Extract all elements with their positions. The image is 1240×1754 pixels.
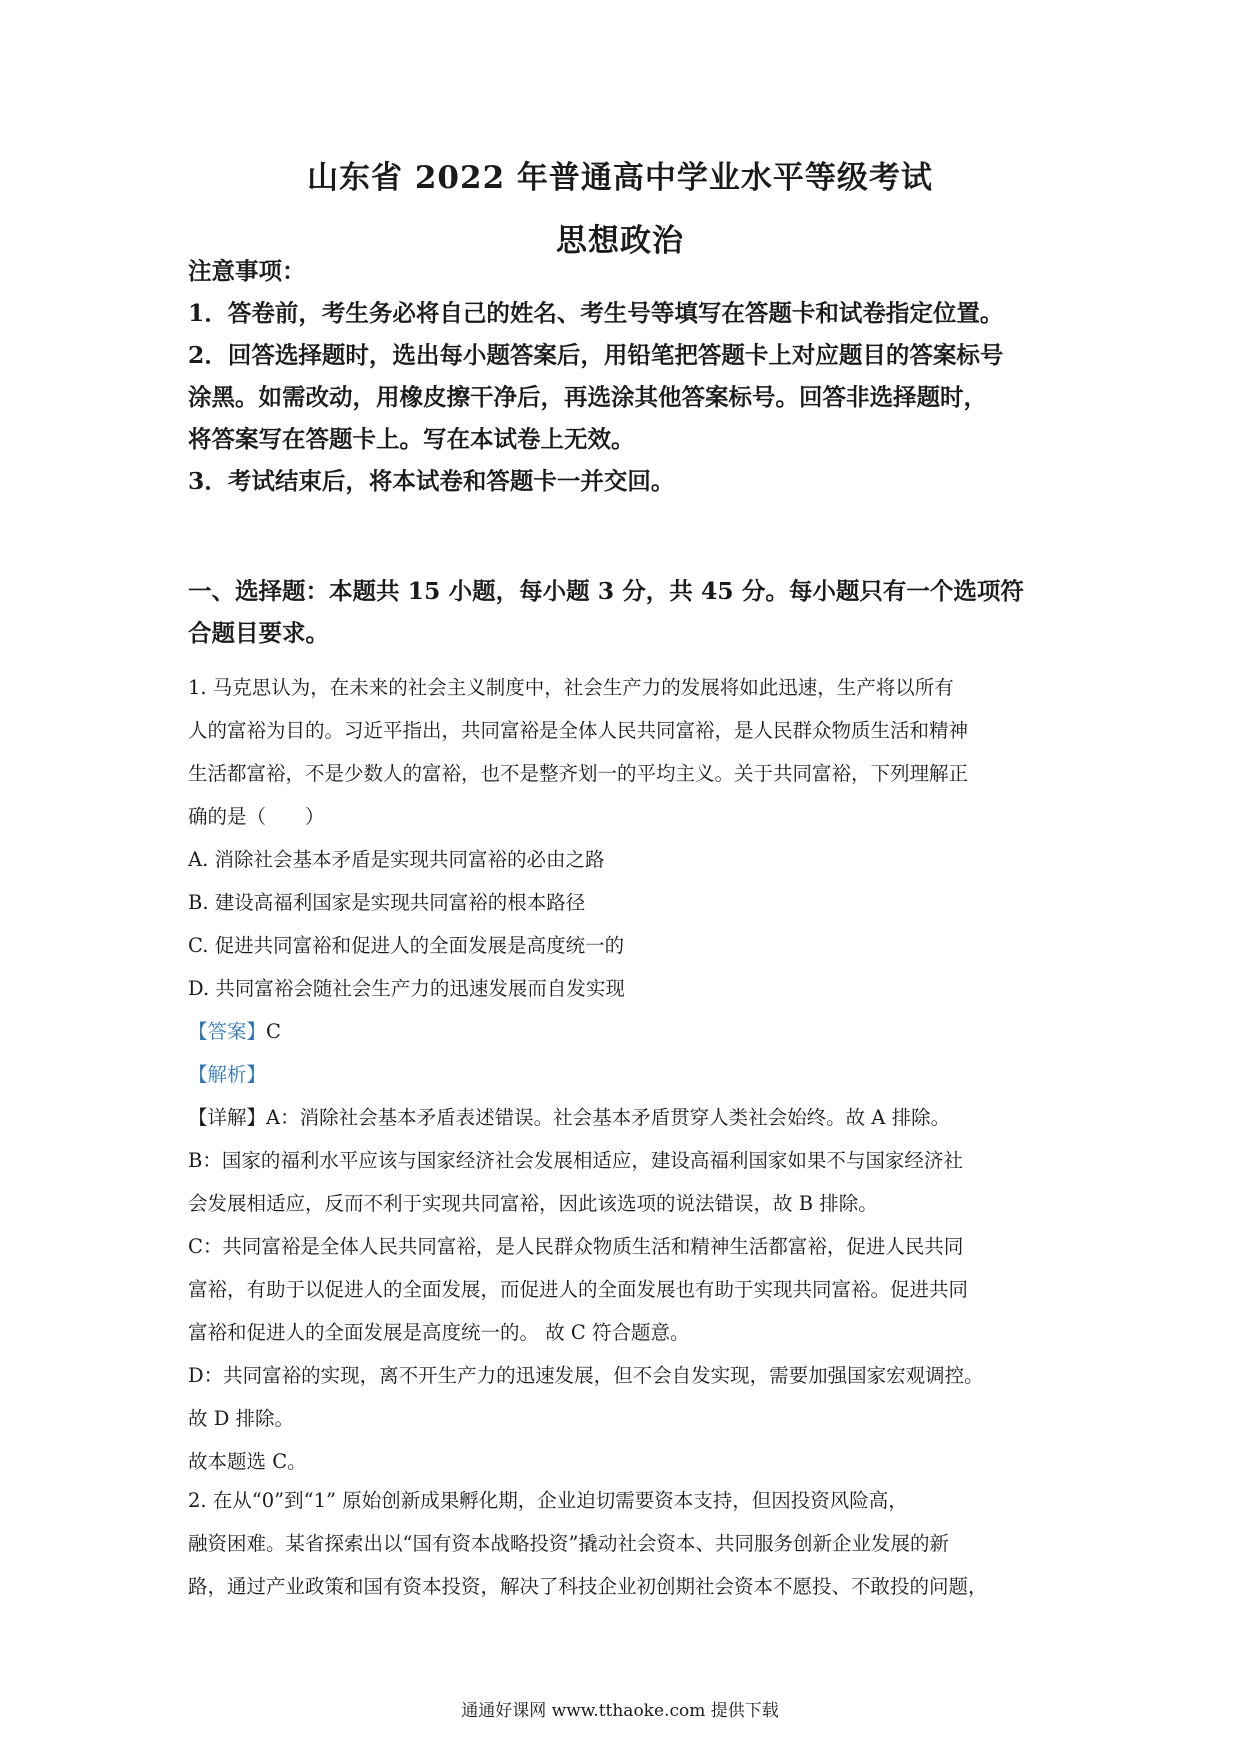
notice-heading: 注意事项： — [188, 257, 306, 285]
option-c: C. 促进共同富裕和促进人的全面发展是高度统一的 — [188, 934, 625, 957]
answer-line — [188, 1010, 1068, 1053]
notice-item: 将答案写在答题卡上。写在本试卷上无效。 — [188, 425, 635, 453]
question-stem-line: 生活都富裕，不是少数人的富裕，也不是整齐划一的平均主义。关于共同富裕，下列理解正 — [188, 762, 969, 785]
detail-tag: 【详解】 — [188, 1106, 267, 1129]
detail-line: D：共同富裕的实现，离不开生产力的迅速发展，但不会自发实现，需要加强国家宏观调控。 — [188, 1364, 984, 1387]
detail-line: 富裕，有助于以促进人的全面发展，而促进人的全面发展也有助于实现共同富裕。促进共同 — [188, 1278, 969, 1301]
question-stem-line: 路，通过产业政策和国有资本投资，解决了科技企业初创期社会资本不愿投、不敢投的问题， — [188, 1575, 988, 1598]
question-stem-line: 人的富裕为目的。习近平指出，共同富裕是全体人民共同富裕，是人民群众物质生活和精神 — [188, 719, 969, 742]
option-a: A. 消除社会基本矛盾是实现共同富裕的必由之路 — [188, 848, 605, 871]
notice-item: 2．回答选择题时，选出每小题答案后，用铅笔把答题卡上对应题目的答案标号 — [188, 341, 1004, 369]
notice-section — [188, 250, 1068, 502]
detail-line: 会发展相适应，反而不利于实现共同富裕，因此该选项的说法错误，故 B 排除。 — [188, 1192, 878, 1215]
detail-line: C：共同富裕是全体人民共同富裕，是人民群众物质生活和精神生活都富裕，促进人民共同 — [188, 1235, 964, 1258]
question-stem-line: 确的是（ ） — [188, 805, 325, 828]
subject-title: 思想政治 — [556, 223, 684, 259]
page-footer: 通通好课网 www.tthaoke.com 提供下载 — [461, 1701, 779, 1721]
notice-item: 3．考试结束后，将本试卷和答题卡一并交回。 — [188, 467, 675, 495]
exam-title: 山东省 2022 年普通高中学业水平等级考试 — [307, 160, 933, 196]
analysis-line — [188, 1053, 1068, 1096]
section-heading — [188, 570, 1068, 654]
detail-line: 故 D 排除。 — [188, 1407, 295, 1430]
section-heading-line: 合题目要求。 — [188, 619, 329, 647]
detail-text: A：消除社会基本矛盾表述错误。社会基本矛盾贯穿人类社会始终。故 A 排除。 — [266, 1106, 951, 1129]
question-1 — [188, 666, 1068, 1483]
detail-line: B：国家的福利水平应该与国家经济社会发展相适应，建设高福利国家如果不与国家经济社 — [188, 1149, 963, 1172]
option-d: D. 共同富裕会随社会生产力的迅速发展而自发实现 — [188, 977, 625, 1000]
detail-line: 故本题选 C。 — [188, 1450, 307, 1473]
detail-line — [188, 1096, 1068, 1139]
analysis-tag: 【解析】 — [188, 1063, 267, 1086]
notice-item: 1．答卷前，考生务必将自己的姓名、考生号等填写在答题卡和试卷指定位置。 — [188, 299, 1004, 327]
option-b: B. 建设高福利国家是实现共同富裕的根本路径 — [188, 891, 586, 914]
answer-value: C — [266, 1020, 281, 1043]
notice-item: 涂黑。如需改动，用橡皮擦干净后，再选涂其他答案标号。回答非选择题时， — [188, 383, 987, 411]
question-stem-line: 2. 在从“0”到“1” 原始创新成果孵化期，企业迫切需要资本支持，但因投资风险高， — [188, 1489, 908, 1512]
question-stem-line: 融资困难。某省探索出以“国有资本战略投资”撬动社会资本、共同服务创新企业发展的新 — [188, 1532, 949, 1555]
answer-tag: 【答案】 — [188, 1020, 267, 1043]
question-2 — [188, 1479, 1068, 1608]
question-stem-line: 1. 马克思认为，在未来的社会主义制度中，社会生产力的发展将如此迅速，生产将以所有 — [188, 676, 954, 699]
section-heading-line: 一、选择题：本题共 15 小题，每小题 3 分，共 45 分。每小题只有一个选项符 — [188, 577, 1024, 605]
detail-line: 富裕和促进人的全面发展是高度统一的。 故 C 符合题意。 — [188, 1321, 690, 1344]
